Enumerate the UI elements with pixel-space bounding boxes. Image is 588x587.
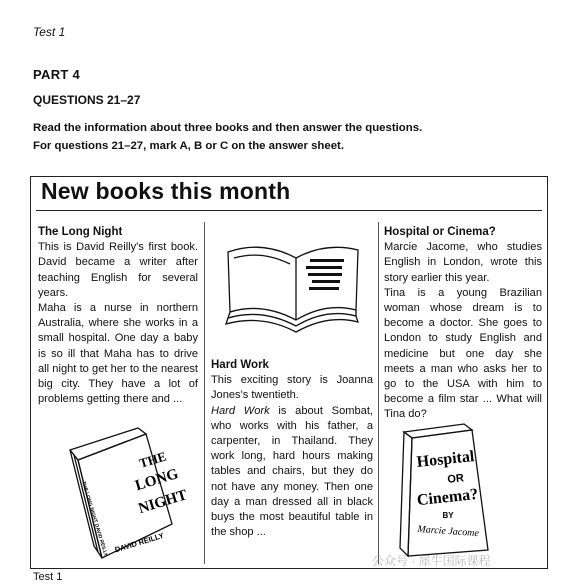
- cover-by: BY: [442, 511, 454, 520]
- cover-author: Marcie Jacome: [417, 523, 480, 540]
- watermark: 公众号 · 犀牛国际课程: [372, 554, 491, 568]
- cover-title-line-2: OR: [446, 472, 465, 486]
- book-column-long-night: [38, 225, 198, 407]
- book-paragraph: Maha is a nurse in northern Australia, where she works in a small hospital. One day a baby is so ill that Maha has to drive all night to get her to the nearest big city. They have a lot of problems getting there and ...: [38, 302, 198, 406]
- questions-heading: QUESTIONS 21–27: [33, 93, 141, 107]
- box-title: New books this month: [41, 178, 291, 204]
- cover-title-line-1: Hospital: [415, 448, 476, 471]
- instruction-line-1: Read the information about three books and then answer the questions.: [33, 122, 423, 134]
- cover-title-line-3: Cinema?: [416, 485, 479, 510]
- hospital-or-cinema-book-cover: [398, 420, 498, 562]
- cover-title-line-3: NIGHT: [136, 487, 190, 518]
- footer-test-label: Test 1: [33, 571, 63, 583]
- book-title: Hospital or Cinema?: [384, 226, 496, 238]
- cover-title-line-1: THE: [137, 448, 169, 471]
- book-column-hospital-or-cinema: [384, 225, 542, 423]
- long-night-book-cover: [62, 420, 190, 560]
- book-paragraph: [211, 404, 373, 541]
- column-divider-1: [204, 222, 205, 564]
- open-book-illustration: [216, 236, 368, 336]
- column-divider-2: [378, 222, 379, 564]
- book-title: The Long Night: [38, 226, 123, 238]
- part-heading: PART 4: [33, 67, 81, 82]
- book-paragraph: This exciting story is Joanna Jones's twentieth.: [211, 374, 373, 402]
- test-label: Test 1: [33, 25, 66, 39]
- instruction-line-2: For questions 21–27, mark A, B or C on the answer sheet.: [33, 140, 345, 152]
- book-paragraph: This is David Reilly's first book. David became a writer after teaching English for several years.: [38, 241, 198, 299]
- book-column-hard-work: [211, 358, 373, 540]
- cover-title-line-2: LONG: [133, 466, 181, 495]
- book-paragraph: Marcie Jacome, who studies English in London, wrote this story earlier this year.: [384, 241, 542, 284]
- book-paragraph: Tina is a young Brazilian woman whose dream is to become a doctor. She goes to London to study English and medicine but one day she meets a man who asks her to go to the USA with him to become a film star ... What will Tina do?: [384, 286, 542, 421]
- cover-author: DAVID REILLY: [113, 530, 165, 555]
- book-paragraph-text: is about Sombat, who works with his father, a carpenter, in Thailand. They work long, hard hours making tables and chairs, but they do not have any money. Then one day a man dressed all in black buys the most beautiful table in the shop ...: [211, 404, 373, 539]
- book-title: Hard Work: [211, 359, 269, 371]
- cover-spine-text: THE LONG NIGHT DAVID REILLY: [80, 480, 109, 558]
- title-divider: [36, 210, 542, 211]
- book-title-italic: Hard Work: [211, 404, 270, 417]
